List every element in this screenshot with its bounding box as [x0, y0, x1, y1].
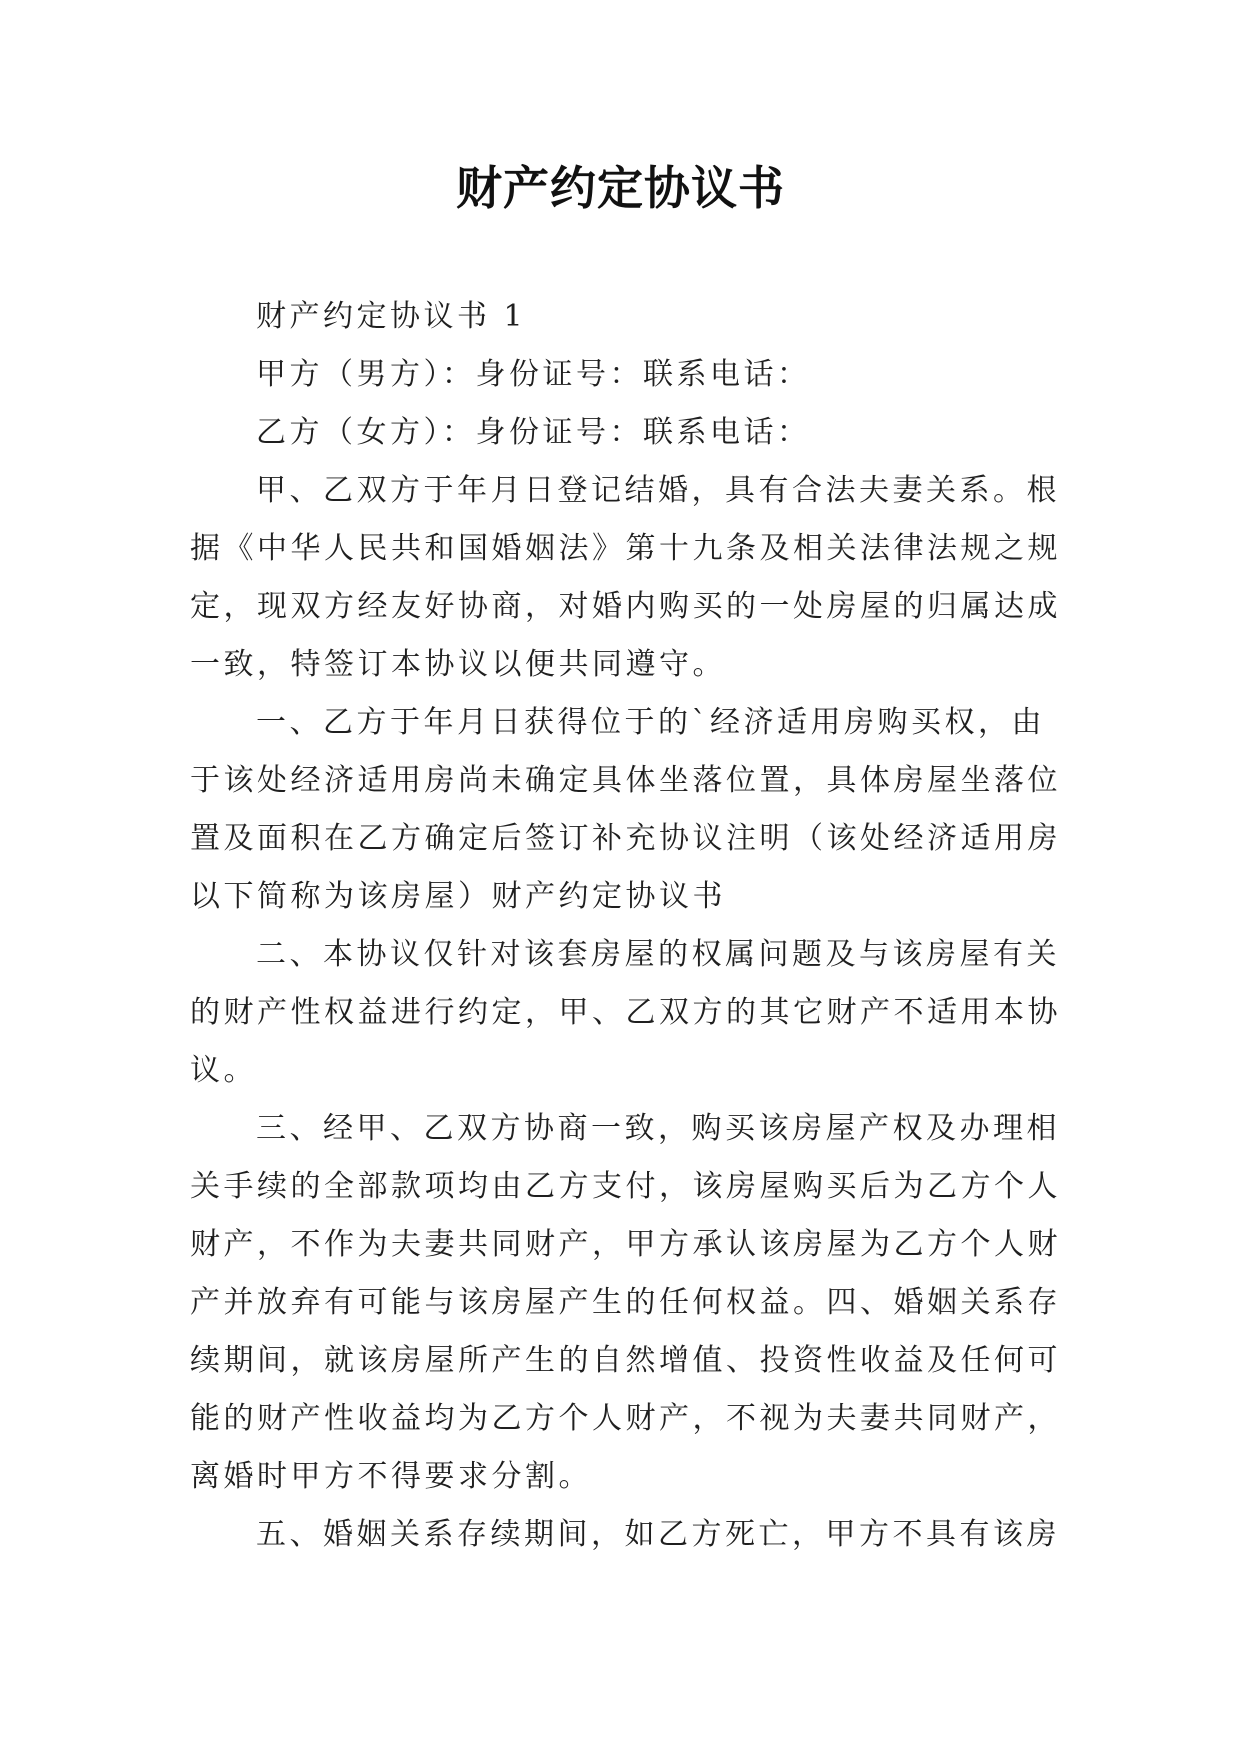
clause-3-line: 离婚时甲方不得要求分割。 [190, 1459, 592, 1494]
clause-3-line: 财产，不作为夫妻共同财产，甲方承认该房屋为乙方个人财 [190, 1227, 1061, 1262]
document-body [190, 288, 1090, 1564]
clause-3-line: 产并放弃有可能与该房屋产生的任何权益。四、婚姻关系存 [190, 1285, 1061, 1320]
clause-2-line: 的财产性权益进行约定，甲、乙双方的其它财产不适用本协 [190, 995, 1061, 1030]
preamble-line: 据《中华人民共和国婚姻法》第十九条及相关法律法规之规 [190, 531, 1061, 566]
clause-1-line: 置及面积在乙方确定后签订补充协议注明（该处经济适用房 [190, 821, 1061, 856]
clause-3-line: 能的财产性收益均为乙方个人财产，不视为夫妻共同财产， [190, 1401, 1061, 1436]
clause-1-line: 一、乙方于年月日获得位于的`经济适用房购买权，由 [256, 705, 1045, 740]
party-a-line: 甲方（男方）：身份证号：联系电话： [256, 357, 811, 392]
clause-1-line: 于该处经济适用房尚未确定具体坐落位置，具体房屋坐落位 [190, 763, 1061, 798]
subtitle-line: 财产约定协议书 1 [256, 299, 527, 334]
preamble-line: 一致，特签订本协议以便共同遵守。 [190, 647, 726, 682]
clause-3-line: 续期间，就该房屋所产生的自然增值、投资性收益及任何可 [190, 1343, 1061, 1378]
party-b-line: 乙方（女方）：身份证号：联系电话： [256, 415, 811, 450]
clause-1-line: 以下简称为该房屋）财产约定协议书 [190, 879, 726, 914]
preamble-line: 甲、乙双方于年月日登记结婚，具有合法夫妻关系。根 [256, 473, 1060, 508]
clause-3-line: 关手续的全部款项均由乙方支付，该房屋购买后为乙方个人 [190, 1169, 1061, 1204]
document-title: 财产约定协议书 [456, 161, 785, 215]
clause-2-line: 议。 [190, 1053, 257, 1088]
clause-3-line: 三、经甲、乙双方协商一致，购买该房屋产权及办理相 [256, 1111, 1060, 1146]
clause-2-line: 二、本协议仅针对该套房屋的权属问题及与该房屋有关 [256, 937, 1060, 972]
clause-5-line: 五、婚姻关系存续期间，如乙方死亡，甲方不具有该房 [256, 1517, 1060, 1552]
preamble-line: 定，现双方经友好协商，对婚内购买的一处房屋的归属达成 [190, 589, 1061, 624]
